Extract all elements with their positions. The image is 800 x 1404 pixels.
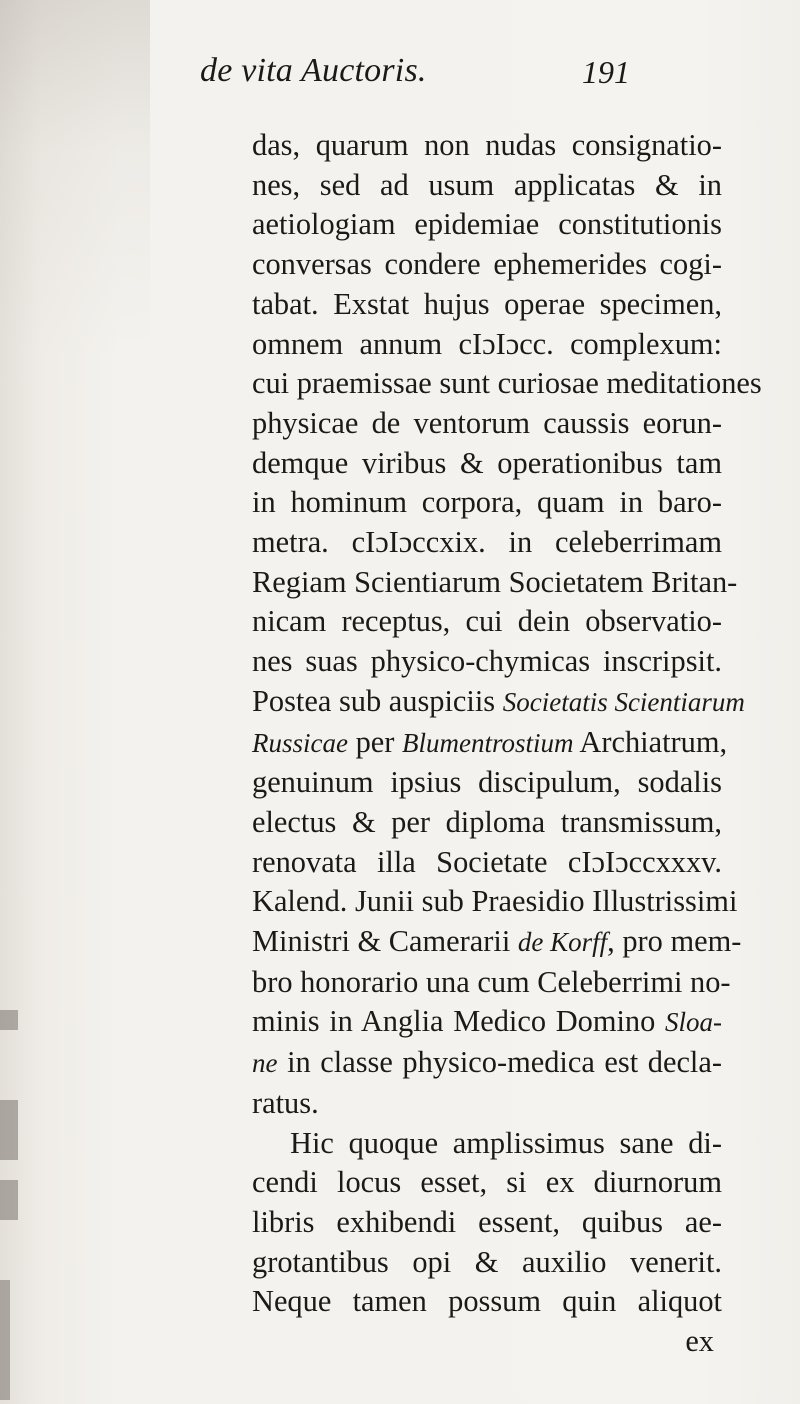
page-number: 191 xyxy=(582,54,630,90)
text-run: aetiologiam epidemiae constitutionis xyxy=(252,207,722,242)
text-run: electus & per diploma transmissum, xyxy=(252,804,722,839)
italic-run: Blumentrostium xyxy=(401,727,574,758)
text-run: renovata illa Societate cIɔIɔccxxxv. xyxy=(252,844,722,879)
text-run: Kalend. Junii sub Praesidio Illustrissimi xyxy=(252,884,738,919)
text-line xyxy=(252,1282,722,1322)
text-run: Neque tamen possum quin aliquot xyxy=(252,1284,722,1319)
text-run: metra. cIɔIɔccxix. in celeberrimam xyxy=(252,525,722,560)
running-head: de vita Auctoris. xyxy=(200,52,427,89)
text-run: demque viribus & operationibus tam xyxy=(252,445,722,480)
text-line xyxy=(252,843,722,883)
text-run: Postea sub auspiciis xyxy=(252,683,503,718)
page-edge-mark xyxy=(0,1100,18,1160)
text-run: libris exhibendi essent, quibus ae- xyxy=(252,1204,722,1239)
text-line xyxy=(252,126,722,166)
italic-run: Societatis Scientiarum xyxy=(502,686,745,717)
text-line xyxy=(252,1043,722,1084)
italic-run: ne xyxy=(252,1048,278,1079)
text-line xyxy=(252,1163,722,1203)
text-line xyxy=(252,963,731,1003)
text-run: tabat. Exstat hujus operae specimen, xyxy=(252,286,722,321)
text-line xyxy=(252,325,722,365)
text-line xyxy=(252,1002,722,1043)
text-run: in hominum corpora, quam in baro- xyxy=(252,485,722,520)
italic-run: Sloa- xyxy=(665,1007,722,1038)
catchword: ex xyxy=(685,1324,714,1359)
text-run: omnem annum cIɔIɔcc. complexum: xyxy=(252,326,722,361)
text-line xyxy=(252,723,728,764)
text-line xyxy=(252,166,722,206)
text-run: minis in Anglia Medico Domino xyxy=(252,1004,665,1039)
text-line xyxy=(252,483,722,523)
page-edge-mark xyxy=(0,1010,18,1030)
text-run: Regiam Scientiarum Societatem Britan- xyxy=(252,564,738,599)
text-line xyxy=(252,1243,722,1283)
text-line xyxy=(252,763,722,803)
text-run: Hic quoque amplissimus sane di- xyxy=(290,1125,722,1160)
page-gutter-shadow xyxy=(0,0,150,1404)
text-line xyxy=(252,1124,722,1164)
text-run: nicam receptus, cui dein observatio- xyxy=(252,604,722,639)
body-text xyxy=(252,126,762,1362)
page-header xyxy=(200,52,630,98)
text-run: per xyxy=(347,724,402,759)
text-line xyxy=(252,882,738,922)
text-run: physicae de ventorum caussis eorun- xyxy=(252,405,722,440)
text-run: nes suas physico-chymicas inscripsit. xyxy=(252,644,722,679)
text-line xyxy=(252,563,738,603)
italic-run: Russicae xyxy=(252,727,348,758)
text-run: in classe physico-medica est decla- xyxy=(277,1045,722,1080)
text-run: nes, sed ad usum applicatas & in xyxy=(252,167,722,202)
page-edge-mark xyxy=(0,1280,10,1400)
text-run: cui praemissae sunt curiosae meditationes xyxy=(252,366,762,401)
text-run: Archiatrum, xyxy=(573,724,728,759)
text-run: genuinum ipsius discipulum, sodalis xyxy=(252,765,722,800)
text-run: das, quarum non nudas consignatio- xyxy=(252,128,722,162)
text-run: , pro mem- xyxy=(607,924,742,959)
italic-run: de Korff xyxy=(517,927,608,958)
text-line xyxy=(252,205,722,245)
text-line xyxy=(252,364,762,404)
text-line xyxy=(252,1084,722,1124)
text-line xyxy=(252,404,722,444)
text-line xyxy=(252,444,722,484)
text-run: ratus. xyxy=(252,1085,319,1120)
text-run: cendi locus esset, si ex diurnorum xyxy=(252,1165,722,1200)
text-line xyxy=(252,922,742,963)
text-line xyxy=(252,642,722,682)
text-line xyxy=(252,523,722,563)
text-run: conversas condere ephemerides cogi- xyxy=(252,247,722,282)
text-line xyxy=(252,602,722,642)
text-run: grotantibus opi & auxilio venerit. xyxy=(252,1244,722,1279)
text-line xyxy=(252,682,745,723)
text-run: bro honorario una cum Celeberrimi no- xyxy=(252,964,731,999)
text-line xyxy=(252,245,722,285)
text-run: Ministri & Camerarii xyxy=(252,924,518,959)
text-line xyxy=(252,1203,722,1243)
page-edge-mark xyxy=(0,1180,18,1220)
text-line xyxy=(252,285,722,325)
text-line xyxy=(252,803,722,843)
